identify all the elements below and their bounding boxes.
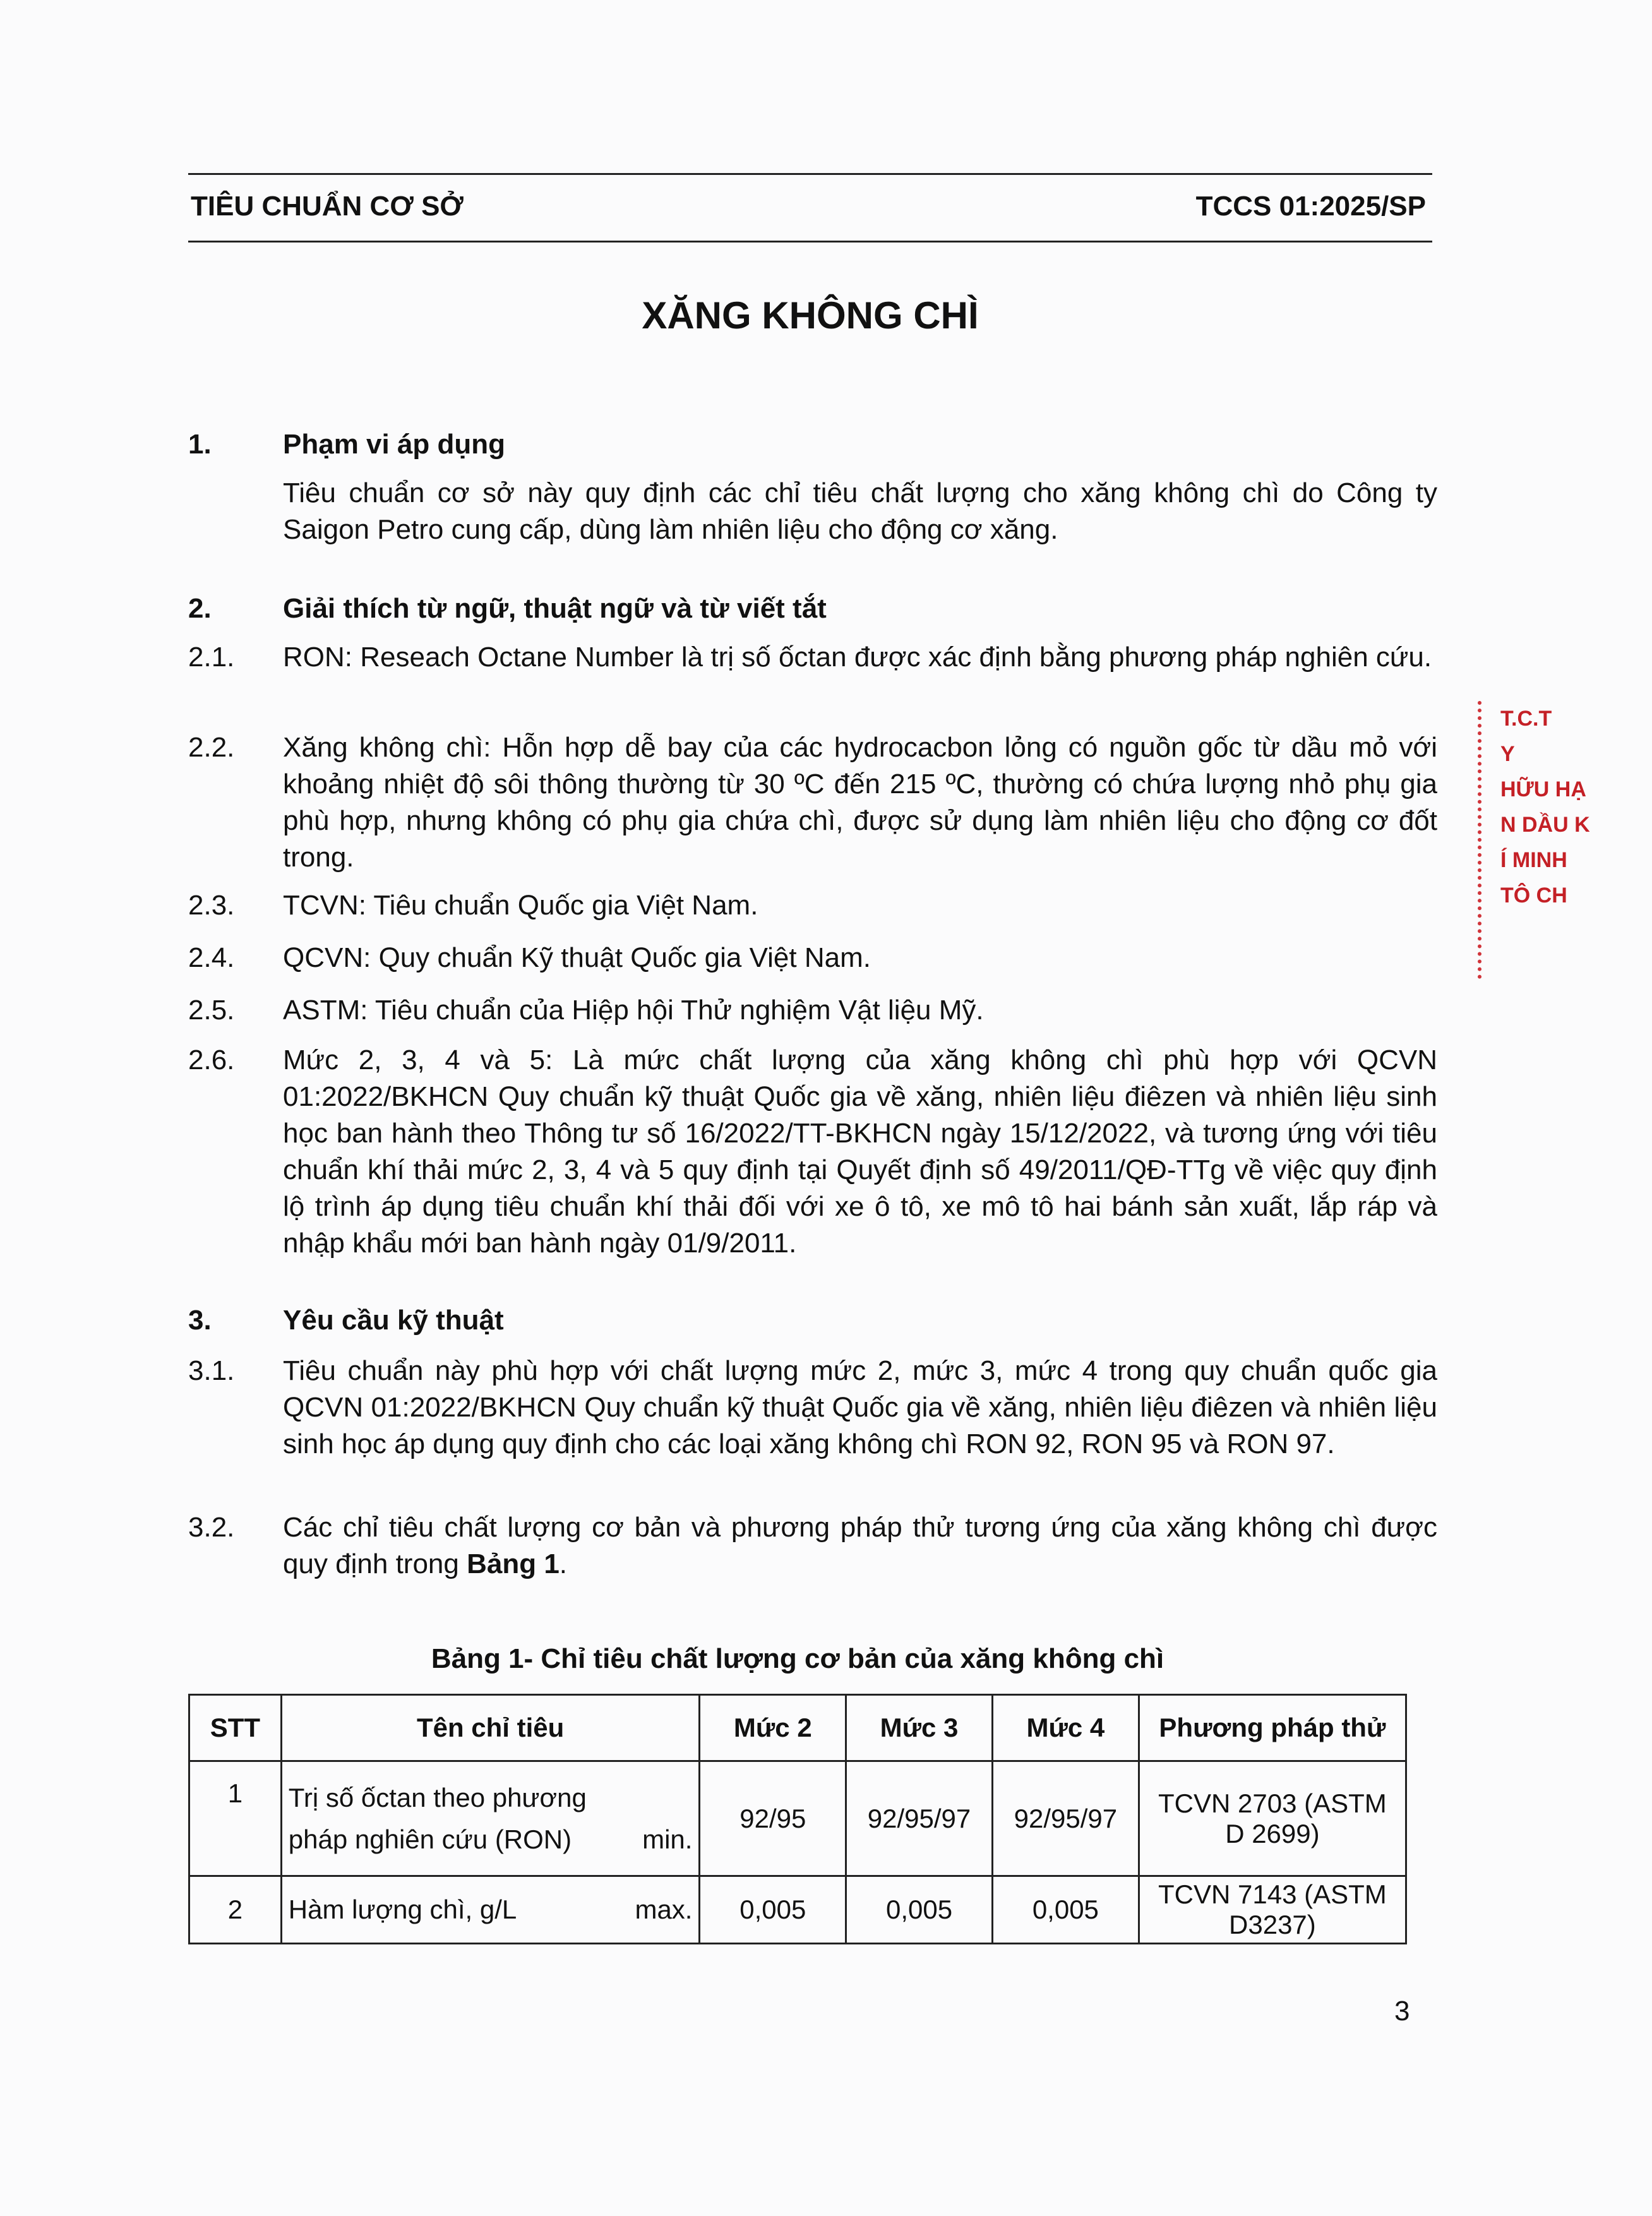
column-header: Mức 3 xyxy=(846,1695,993,1761)
requirement-3-2: 3.2. Các chỉ tiêu chất lượng cơ bản và phương pháp thử tương ứng của xăng không chì được quy định trong Bảng 1. xyxy=(188,1512,1437,1579)
table-row xyxy=(189,1876,1406,1944)
definition-2-2: 2.2. Xăng không chì: Hỗn hợp dễ bay của các hydrocacbon lỏng có nguồn gốc từ dầu mỏ với khoảng nhiệt độ sôi thông thường từ 30 ºC đến 215 ºC, thường có chứa lượng nhỏ phụ gia phù hợp, nhưng không có phụ gia chứa chì, được sử dụng làm nhiên liệu cho động cơ đốt trong. xyxy=(188,732,1437,873)
stamp-text: N DẦU K xyxy=(1500,813,1590,837)
stamp-text: Í MINH xyxy=(1500,848,1567,872)
table-cell-stt: 1 xyxy=(189,1761,282,1876)
section-2-heading: 2. Giải thích từ ngữ, thuật ngữ và từ viết tắt xyxy=(188,593,827,624)
stamp-text: Y xyxy=(1500,742,1515,766)
definition-2-3: 2.3. TCVN: Tiêu chuẩn Quốc gia Việt Nam. xyxy=(188,890,758,921)
column-header: STT xyxy=(189,1695,282,1761)
table-reference: Bảng 1 xyxy=(467,1548,560,1579)
column-header: Mức 4 xyxy=(992,1695,1139,1761)
table-cell-method: TCVN 7143 (ASTM D3237) xyxy=(1139,1876,1406,1944)
document-header xyxy=(188,173,1432,243)
table-row xyxy=(189,1761,1406,1876)
section-1-body: Tiêu chuẩn cơ sở này quy định các chỉ tiêu chất lượng cho xăng không chì do Công ty Saigon Petro cung cấp, dùng làm nhiên liệu cho động cơ xăng. xyxy=(283,477,1437,545)
table-cell-method: TCVN 2703 (ASTM D 2699) xyxy=(1139,1761,1406,1876)
table-caption: Bảng 1- Chỉ tiêu chất lượng cơ bản của xăng không chì xyxy=(431,1643,1164,1674)
requirement-3-1: 3.1. Tiêu chuẩn này phù hợp với chất lượng mức 2, mức 3, mức 4 trong quy chuẩn quốc gia QCVN 01:2022/BKHCN Quy chuẩn kỹ thuật Quốc gia về xăng, nhiên liệu điêzen và nhiên liệu sinh học áp dụng quy định cho các loại xăng không chì RON 92, RON 95 và RON 97. xyxy=(188,1355,1437,1459)
table-cell-level-2: 0,005 xyxy=(700,1876,846,1944)
table-cell-level-3: 0,005 xyxy=(846,1876,993,1944)
table-cell-level-4: 0,005 xyxy=(992,1876,1139,1944)
document-title: XĂNG KHÔNG CHÌ xyxy=(642,294,979,337)
page-number: 3 xyxy=(1394,1996,1410,2027)
definition-2-6: 2.6. Mức 2, 3, 4 và 5: Là mức chất lượng của xăng không chì phù hợp với QCVN 01:2022/BKHCN Quy chuẩn kỹ thuật Quốc gia về xăng, nhiên liệu điêzen và nhiên liệu sinh học ban hành theo Thông tư số 16/2022/TT-BKHCN ngày 15/12/2022, và tương ứng với tiêu chuẩn khí thải mức 2, 3, 4 và 5 quy định tại Quyết định số 49/2011/QĐ-TTg về việc quy định lộ trình áp dụng tiêu chuẩn khí thải đối với xe ô tô, xe mô tô hai bánh sản xuất, lắp ráp và nhập khẩu mới ban hành ngày 01/9/2011. xyxy=(188,1045,1437,1259)
definition-2-4: 2.4. QCVN: Quy chuẩn Kỹ thuật Quốc gia Việt Nam. xyxy=(188,942,871,973)
header-standard-code: TCCS 01:2025/SP xyxy=(1195,191,1426,222)
table-cell-level-3: 92/95/97 xyxy=(846,1761,993,1876)
stamp-text: TÔ CH xyxy=(1500,883,1567,907)
table-cell-name: Hàm lượng chì, g/L max. xyxy=(281,1876,700,1944)
section-1-heading: 1. Phạm vi áp dụng xyxy=(188,429,506,460)
section-3-heading: 3. Yêu cầu kỹ thuật xyxy=(188,1305,504,1336)
table-cell-level-2: 92/95 xyxy=(700,1761,846,1876)
table-cell-name: Trị số ốctan theo phương pháp nghiên cứu (RON) min. xyxy=(281,1761,700,1876)
stamp-text: HỮU HẠ xyxy=(1500,777,1586,801)
definition-2-1: 2.1. RON: Reseach Octane Number là trị số ốctan được xác định bằng phương pháp nghiên cứu. xyxy=(188,642,1432,673)
column-header: Mức 2 xyxy=(700,1695,846,1761)
column-header: Phương pháp thử xyxy=(1139,1695,1406,1761)
column-header: Tên chỉ tiêu xyxy=(281,1695,700,1761)
table-header-row xyxy=(189,1695,1406,1761)
quality-criteria-table xyxy=(188,1694,1407,1944)
table-cell-level-4: 92/95/97 xyxy=(992,1761,1139,1876)
table-cell-stt: 2 xyxy=(189,1876,282,1944)
company-seal-stamp xyxy=(1478,701,1652,979)
definition-2-5: 2.5. ASTM: Tiêu chuẩn của Hiệp hội Thử nghiệm Vật liệu Mỹ. xyxy=(188,995,984,1026)
stamp-text: T.C.T xyxy=(1500,707,1552,731)
header-standard-type: TIÊU CHUẨN CƠ SỞ xyxy=(191,191,464,222)
